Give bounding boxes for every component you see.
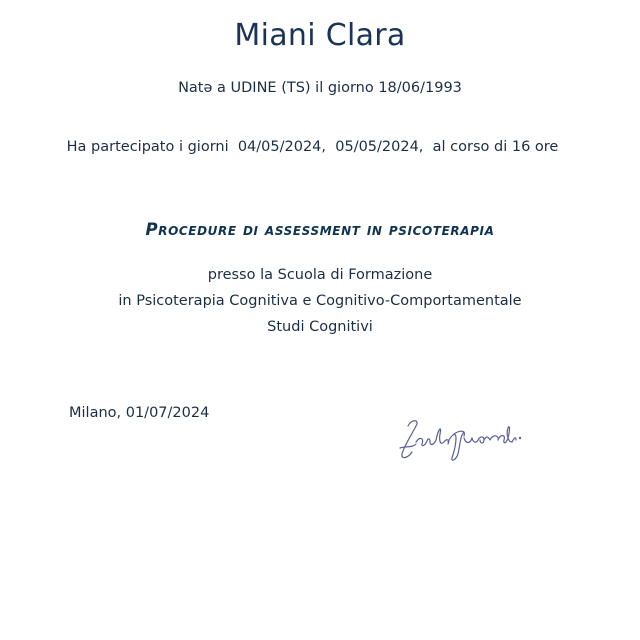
place-and-date: Milano, 01/07/2024 — [69, 405, 210, 421]
school-line-1: presso la Scuola di Formazione — [207, 267, 433, 283]
birth-info: Natə a UDINE (TS) il giorno 18/06/1993 — [178, 80, 462, 96]
signature-image — [394, 412, 526, 464]
course-title: Procedure di assessment in psicoterapia — [145, 220, 495, 239]
recipient-name: Miani Clara — [234, 18, 406, 53]
participation-statement: Ha partecipato i giorni 04/05/2024, 05/05/2024, al corso di 16 ore — [66, 139, 559, 155]
school-line-3: Studi Cognitivi — [267, 319, 373, 335]
school-line-2: in Psicoterapia Cognitiva e Cognitivo-Comportamentale — [118, 293, 522, 309]
signature-icon — [394, 412, 526, 464]
school-info — [0, 262, 640, 340]
